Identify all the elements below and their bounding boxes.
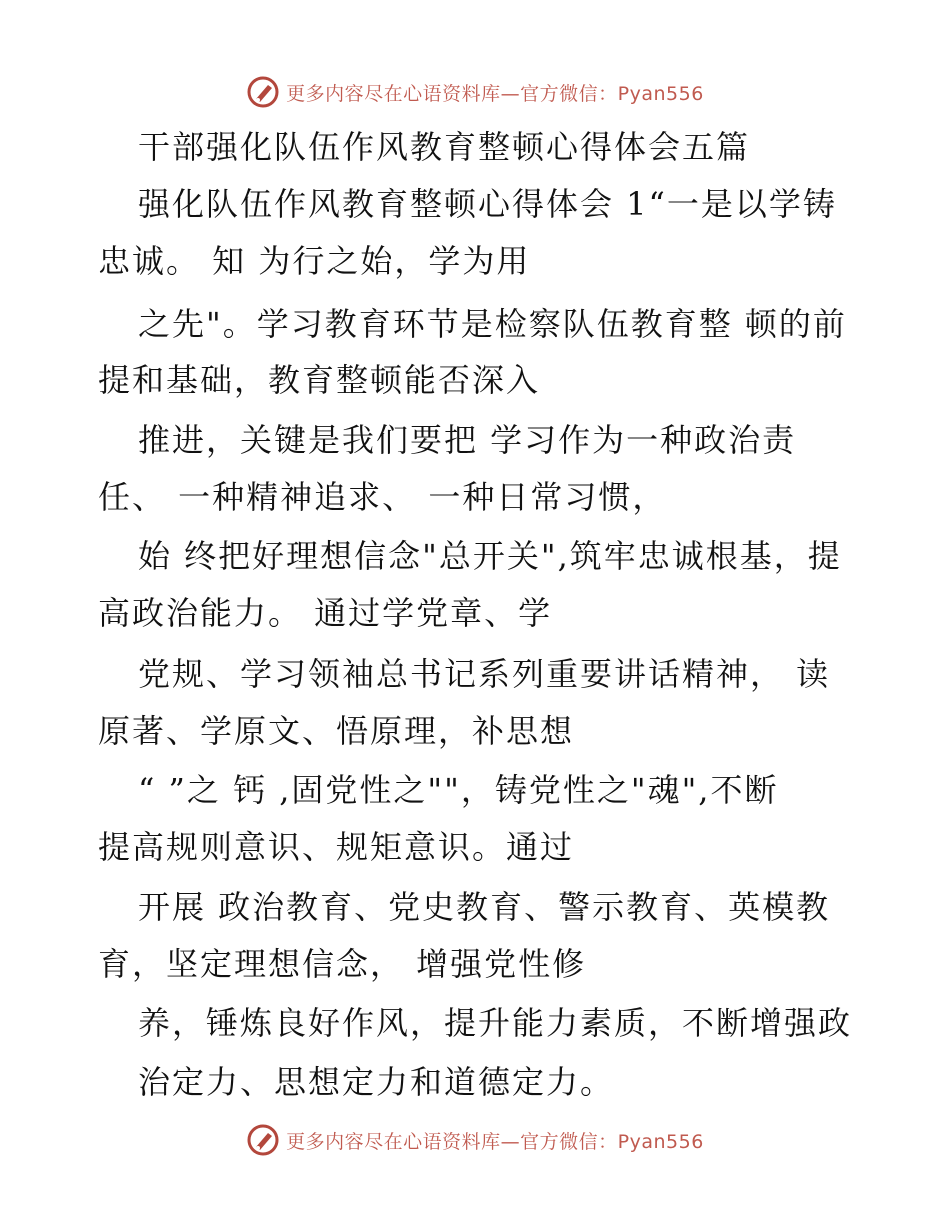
text-line: “ ”之 钙 ,固党性之""，铸党性之"魂",不断 xyxy=(138,771,779,809)
text-line: 提高规则意识、规矩意识。通过 xyxy=(98,828,575,866)
text-line: 治定力、思想定力和道德定力。 xyxy=(138,1063,615,1101)
pen-logo-icon xyxy=(246,1123,280,1157)
document-title: 干部强化队伍作风教育整顿心得体会五篇 xyxy=(138,128,751,166)
text-line: 提和基础，教育整顿能否深入 xyxy=(98,361,541,399)
text-line: 任、 一种精神追求、 一种日常习惯， xyxy=(98,478,667,516)
text-line: 高政治能力。 通过学党章、学 xyxy=(98,594,553,632)
text-line: 忠诚。 知 为行之始，学为用 xyxy=(98,242,531,280)
text-line: 原著、学原文、悟原理，补思想 xyxy=(98,712,575,750)
text-line: 党规、学习领袖总书记系列重要讲话精神， 读 xyxy=(138,655,831,693)
watermark-text: 更多内容尽在心语资料库—官方微信：Pyan556 xyxy=(286,1130,704,1153)
footer-watermark xyxy=(0,1120,950,1160)
text-line: 推进，关键是我们要把 学习作为一种政治责 xyxy=(138,421,797,459)
text-line: 育，坚定理想信念， 增强党性修 xyxy=(98,945,587,983)
watermark-text: 更多内容尽在心语资料库—官方微信：Pyan556 xyxy=(286,82,704,105)
text-line: 强化队伍作风教育整顿心得体会 1“一是以学铸 xyxy=(138,185,837,223)
text-line: 始 终把好理想信念"总开关",筑牢忠诚根基，提 xyxy=(138,537,842,575)
text-line: 之先"。学习教育环节是检察队伍教育整 顿的前 xyxy=(138,305,847,343)
text-line: 养，锤炼良好作风，提升能力素质，不断增强政 xyxy=(138,1004,853,1042)
text-line: 开展 政治教育、党史教育、警示教育、英模教 xyxy=(138,888,831,926)
